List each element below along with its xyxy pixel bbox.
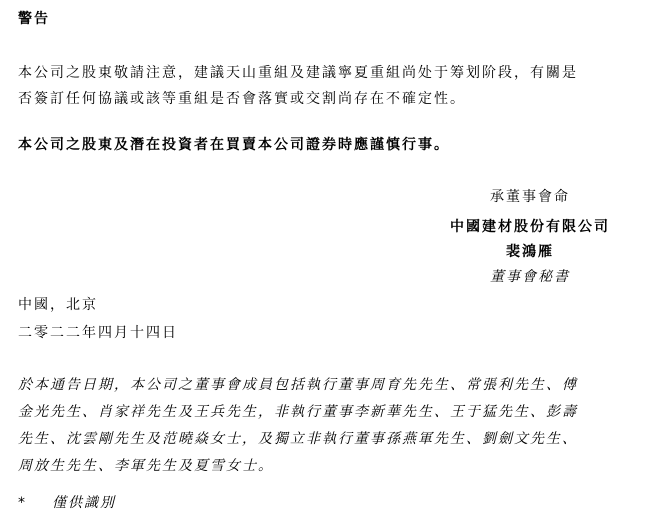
warning-paragraph-line-2: 否簽訂任何協議或該等重組是否會落實或交割尚存在不確定性。	[18, 91, 466, 107]
directors-statement-line-2: 金光先生、肖家祥先生及王兵先生，非執行董事李新華先生、王于猛先生、彭壽	[18, 404, 578, 420]
investor-caution-statement: 本公司之股東及潛在投資者在買賣本公司證券時應謹慎行事。	[18, 137, 450, 153]
warning-paragraph-line-1: 本公司之股東敬請注意，建議天山重組及建議寧夏重組尚处于筹划阶段，有關是	[18, 65, 578, 81]
warning-heading: 警告	[18, 11, 50, 27]
place: 中國，北京	[18, 297, 98, 313]
by-order-of-board: 承董事會命	[490, 189, 570, 205]
directors-statement-line-1: 於本通告日期，本公司之董事會成員包括執行董事周育先先生、常張利先生、傅	[18, 377, 578, 393]
directors-statement-line-4: 周放生先生、李軍先生及夏雪女士。	[18, 458, 274, 474]
directors-statement-line-3: 先生、沈雲剛先生及范曉焱女士，及獨立非執行董事孫燕軍先生、劉劍文先生、	[18, 431, 578, 447]
footnote-text: 僅供識別	[52, 495, 116, 511]
signatory-title: 董事會秘書	[490, 269, 570, 285]
signatory-name: 裴鴻雁	[506, 244, 554, 260]
company-name: 中國建材股份有限公司	[450, 219, 610, 235]
footnote-marker: *	[18, 495, 27, 511]
date: 二零二二年四月十四日	[18, 325, 178, 341]
